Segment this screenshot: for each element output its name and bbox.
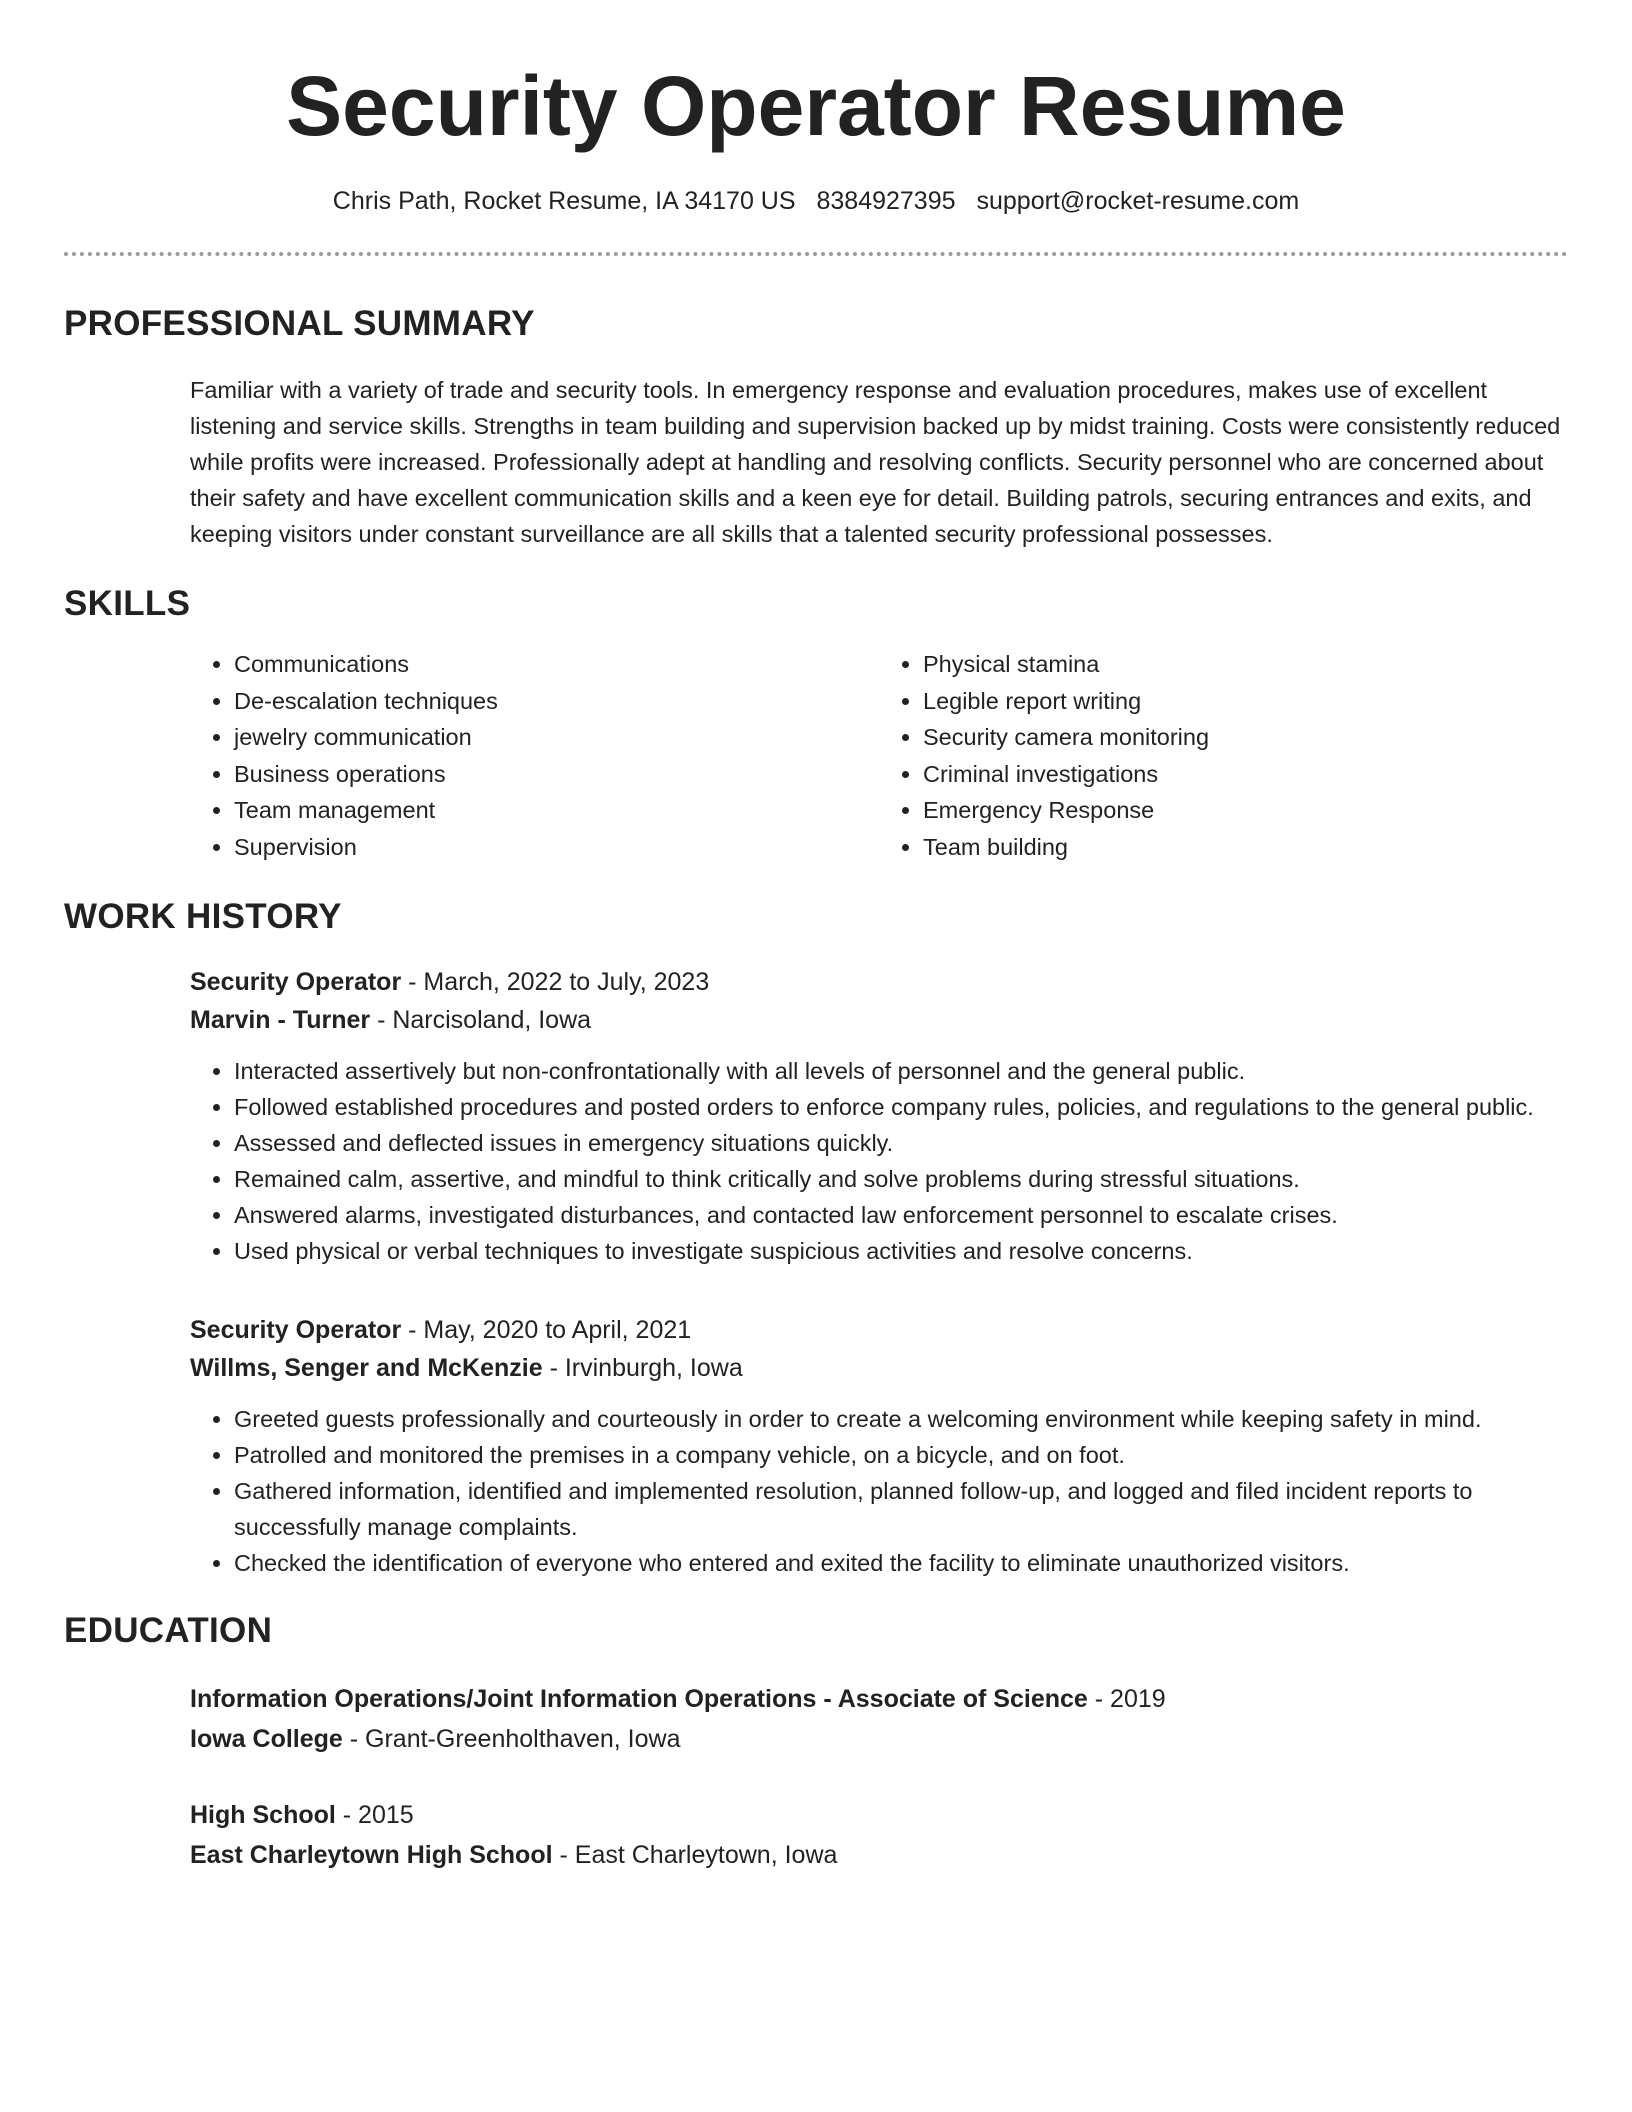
education-year: - 2019 [1087,1685,1166,1713]
skills-column-left [190,646,879,865]
duty-item: • Patrolled and monitored the premises in a company vehicle, on a bicycle, and on foot. [234,1437,1568,1473]
education-entry [190,1795,1568,1875]
duty-item: • Checked the identification of everyone who entered and exited the facility to eliminate unauthorized visitors. [234,1545,1568,1581]
education-degree: High School [190,1801,336,1829]
resume-page [64,0,1568,1875]
skill-item: • Emergency Response [923,792,1568,829]
contact-address: Chris Path, Rocket Resume, IA 34170 US [332,187,796,215]
contact-email: support@rocket-resume.com [976,187,1300,215]
job-entry [190,1311,1568,1581]
duty-item: • Used physical or verbal techniques to investigate suspicious activities and resolve concerns. [234,1233,1568,1269]
job-location: - Narcisoland, Iowa [370,1006,592,1034]
education-school: Iowa College [190,1725,343,1753]
education-school: East Charleytown High School [190,1841,553,1869]
job-title: Security Operator [190,968,402,996]
duty-item: • Interacted assertively but non-confrontationally with all levels of personnel and the general public. [234,1053,1568,1089]
work-history [190,963,1568,1581]
duty-item: • Greeted guests professionally and courteously in order to create a welcoming environment while keeping safety in mind. [234,1401,1568,1437]
job-company-line [190,1001,1568,1039]
skill-item: • Team management [234,792,879,829]
education-location: - East Charleytown, Iowa [552,1841,838,1869]
duty-item: • Followed established procedures and posted orders to enforce company rules, policies, and regulations to the general public. [234,1089,1568,1125]
job-title-line [190,963,1568,1001]
job-location: - Irvinburgh, Iowa [542,1354,743,1382]
job-duties [190,1401,1568,1581]
education-heading: EDUCATION [64,1611,273,1650]
job-duties [190,1053,1568,1269]
skill-item: • Physical stamina [923,646,1568,683]
contact-line [64,184,1568,218]
education-degree: Information Operations/Joint Information Operations - Associate of Science [190,1685,1088,1713]
skill-item: • Communications [234,646,879,683]
duty-item: • Assessed and deflected issues in emergency situations quickly. [234,1125,1568,1161]
job-company: Willms, Senger and McKenzie [190,1354,543,1382]
education-location: - Grant-Greenholthaven, Iowa [342,1725,681,1753]
job-title: Security Operator [190,1316,402,1344]
contact-phone: 8384927395 [816,187,956,215]
skill-item: • Criminal investigations [923,756,1568,793]
education-degree-line [190,1795,1568,1835]
education-year: - 2015 [335,1801,414,1829]
education-degree-line [190,1679,1568,1719]
job-company: Marvin - Turner [190,1006,371,1034]
summary-heading: PROFESSIONAL SUMMARY [64,304,535,343]
skill-item: • Legible report writing [923,683,1568,720]
job-title-line [190,1311,1568,1349]
skill-item: • Business operations [234,756,879,793]
summary-text: Familiar with a variety of trade and security tools. In emergency response and evaluation procedures, makes use of excellent listening and service skills. Strengths in team building and supervision backed up by midst training. Costs were consistently reduced while profits were increased. Professionally adept at handling and resolving conflicts. Security personnel who are concerned about their safety and have excellent communication skills and a keen eye for detail. Building patrols, securing entrances and exits, and keeping visitors under constant surveillance are all skills that a talented security professional possesses. [190,377,1561,547]
resume-title: Security Operator Resume [286,59,1346,153]
job-dates: - May, 2020 to April, 2021 [401,1316,692,1344]
skill-item: • jewelry communication [234,719,879,756]
education-school-line [190,1719,1568,1759]
education-list [190,1679,1568,1875]
job-dates: - March, 2022 to July, 2023 [401,968,710,996]
header-divider [64,252,1568,256]
skill-item: • De-escalation techniques [234,683,879,720]
duty-item: • Answered alarms, investigated disturbances, and contacted law enforcement personnel to escalate crises. [234,1197,1568,1233]
work-heading: WORK HISTORY [64,897,342,936]
duty-item: • Remained calm, assertive, and mindful to think critically and solve problems during stressful situations. [234,1161,1568,1197]
job-entry [190,963,1568,1269]
education-school-line [190,1835,1568,1875]
skills-heading: SKILLS [64,584,191,623]
skill-item: • Team building [923,829,1568,866]
skills-column-right [879,646,1568,865]
job-company-line [190,1349,1568,1387]
duty-item: • Gathered information, identified and implemented resolution, planned follow-up, and logged and filed incident reports to successfully manage complaints. [234,1473,1568,1545]
skill-item: • Supervision [234,829,879,866]
skill-item: • Security camera monitoring [923,719,1568,756]
skills-list [190,646,1568,865]
education-entry [190,1679,1568,1759]
